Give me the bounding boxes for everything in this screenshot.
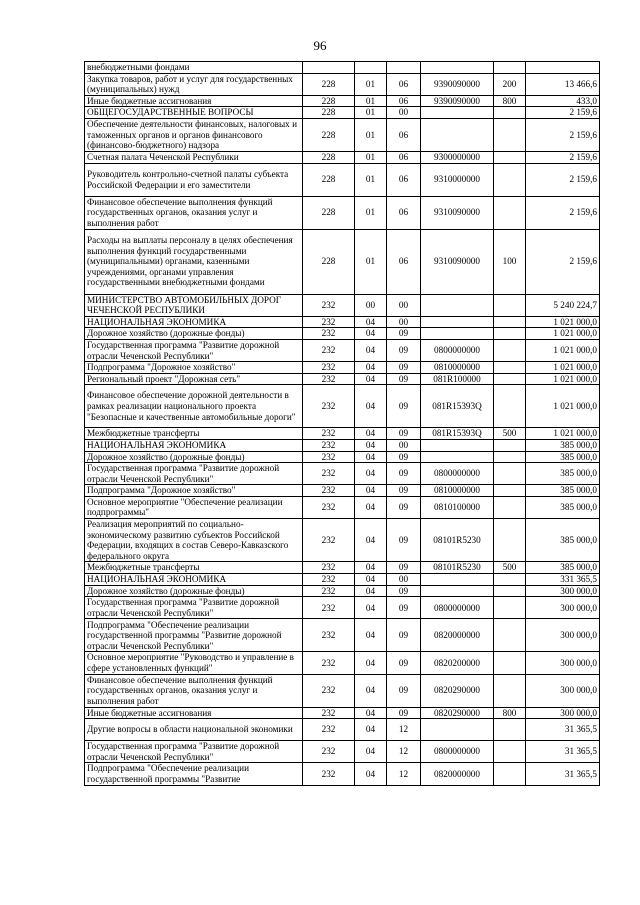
cell-sum: 300 000,0 xyxy=(526,652,600,674)
cell-vr xyxy=(494,62,526,74)
cell-name: Закупка товаров, работ и услуг для государственных (муниципальных) нужд xyxy=(85,73,303,95)
table-row xyxy=(85,118,600,151)
table-row xyxy=(85,741,600,763)
cell-csr xyxy=(421,294,494,316)
cell-csr xyxy=(421,719,494,741)
cell-rz: 01 xyxy=(355,163,387,196)
cell-sum: 300 000,0 xyxy=(526,619,600,652)
cell-sum: 5 240 224,7 xyxy=(526,294,600,316)
cell-ved: 232 xyxy=(303,428,355,440)
cell-csr: 081R100000 xyxy=(421,373,494,385)
table-row xyxy=(85,385,600,428)
table-row xyxy=(85,585,600,597)
cell-vr xyxy=(494,385,526,428)
cell-sum: 300 000,0 xyxy=(526,585,600,597)
cell-vr xyxy=(494,151,526,163)
cell-vr: 800 xyxy=(494,707,526,719)
cell-vr xyxy=(494,294,526,316)
table-row xyxy=(85,463,600,485)
cell-csr xyxy=(421,585,494,597)
table-row xyxy=(85,439,600,451)
cell-ved: 228 xyxy=(303,118,355,151)
cell-sum: 2 159,6 xyxy=(526,163,600,196)
cell-name: Финансовое обеспечение дорожной деятельности в рамках реализации национального проекта "Безопасные и качественные автомобильные дороги" xyxy=(85,385,303,428)
cell-pr: 00 xyxy=(387,574,421,586)
cell-sum: 1 021 000,0 xyxy=(526,339,600,361)
cell-csr: 08101R5230 xyxy=(421,519,494,562)
cell-sum: 300 000,0 xyxy=(526,674,600,707)
cell-pr: 06 xyxy=(387,95,421,107)
cell-csr: 9390090000 xyxy=(421,73,494,95)
cell-name: НАЦИОНАЛЬНАЯ ЭКОНОМИКА xyxy=(85,316,303,328)
table-row xyxy=(85,562,600,574)
table-row xyxy=(85,151,600,163)
cell-pr: 09 xyxy=(387,463,421,485)
cell-sum: 385 000,0 xyxy=(526,451,600,463)
cell-name: Другие вопросы в области национальной экономики xyxy=(85,719,303,741)
cell-ved: 232 xyxy=(303,674,355,707)
cell-pr: 06 xyxy=(387,196,421,229)
cell-csr xyxy=(421,107,494,119)
cell-vr xyxy=(494,196,526,229)
cell-pr: 00 xyxy=(387,439,421,451)
cell-ved: 228 xyxy=(303,163,355,196)
cell-ved: 228 xyxy=(303,73,355,95)
cell-rz: 04 xyxy=(355,428,387,440)
cell-sum: 1 021 000,0 xyxy=(526,385,600,428)
table-row xyxy=(85,619,600,652)
cell-name: Региональный проект "Дорожная сеть" xyxy=(85,373,303,385)
cell-ved: 232 xyxy=(303,562,355,574)
cell-rz: 01 xyxy=(355,196,387,229)
cell-ved: 232 xyxy=(303,362,355,374)
cell-csr xyxy=(421,439,494,451)
cell-ved: 232 xyxy=(303,328,355,340)
cell-pr: 09 xyxy=(387,451,421,463)
cell-ved: 228 xyxy=(303,107,355,119)
table-row xyxy=(85,496,600,518)
table-row xyxy=(85,597,600,619)
cell-sum: 1 021 000,0 xyxy=(526,328,600,340)
cell-csr: 9300000000 xyxy=(421,151,494,163)
cell-pr: 09 xyxy=(387,496,421,518)
cell-ved: 232 xyxy=(303,619,355,652)
cell-name: Межбюджетные трансферты xyxy=(85,428,303,440)
cell-vr xyxy=(494,463,526,485)
cell-csr: 9310090000 xyxy=(421,229,494,294)
cell-rz: 01 xyxy=(355,95,387,107)
cell-pr: 06 xyxy=(387,229,421,294)
cell-pr: 09 xyxy=(387,519,421,562)
cell-pr: 00 xyxy=(387,316,421,328)
cell-sum: 13 466,6 xyxy=(526,73,600,95)
cell-name: НАЦИОНАЛЬНАЯ ЭКОНОМИКА xyxy=(85,439,303,451)
cell-csr: 0820290000 xyxy=(421,674,494,707)
cell-vr xyxy=(494,741,526,763)
cell-csr: 0800000000 xyxy=(421,741,494,763)
cell-name: Дорожное хозяйство (дорожные фонды) xyxy=(85,451,303,463)
cell-sum: 2 159,6 xyxy=(526,196,600,229)
cell-rz: 04 xyxy=(355,574,387,586)
cell-pr: 09 xyxy=(387,485,421,497)
cell-rz: 04 xyxy=(355,451,387,463)
cell-csr xyxy=(421,451,494,463)
cell-csr xyxy=(421,328,494,340)
cell-vr xyxy=(494,328,526,340)
cell-csr xyxy=(421,118,494,151)
table-row xyxy=(85,428,600,440)
cell-vr xyxy=(494,585,526,597)
cell-name: Руководитель контрольно-счетной палаты субъекта Российской Федерации и его заместители xyxy=(85,163,303,196)
cell-rz: 04 xyxy=(355,362,387,374)
table-row xyxy=(85,62,600,74)
cell-ved: 232 xyxy=(303,585,355,597)
cell-pr: 09 xyxy=(387,328,421,340)
cell-sum: 385 000,0 xyxy=(526,439,600,451)
cell-vr: 800 xyxy=(494,95,526,107)
cell-vr xyxy=(494,719,526,741)
cell-csr xyxy=(421,316,494,328)
cell-rz: 04 xyxy=(355,496,387,518)
cell-sum: 2 159,6 xyxy=(526,107,600,119)
table-row xyxy=(85,294,600,316)
cell-name: Подпрограмма "Обеспечение реализации государственной программы "Развитие дорожной отрасли Чеченской Республики" xyxy=(85,619,303,652)
cell-rz: 04 xyxy=(355,328,387,340)
cell-vr xyxy=(494,339,526,361)
cell-vr xyxy=(494,652,526,674)
page-number: 96 xyxy=(313,38,327,53)
budget-table xyxy=(84,61,600,786)
cell-vr xyxy=(494,107,526,119)
table-row xyxy=(85,674,600,707)
cell-ved: 232 xyxy=(303,652,355,674)
table-row xyxy=(85,574,600,586)
cell-vr xyxy=(494,163,526,196)
table-row xyxy=(85,328,600,340)
cell-sum: 331 365,5 xyxy=(526,574,600,586)
cell-csr: 9390090000 xyxy=(421,95,494,107)
cell-sum: 2 159,6 xyxy=(526,151,600,163)
cell-rz: 04 xyxy=(355,597,387,619)
cell-sum: 1 021 000,0 xyxy=(526,428,600,440)
cell-rz: 04 xyxy=(355,316,387,328)
cell-name: Основное мероприятие "Обеспечение реализации подпрограммы" xyxy=(85,496,303,518)
cell-ved: 232 xyxy=(303,519,355,562)
cell-ved: 228 xyxy=(303,196,355,229)
cell-vr: 500 xyxy=(494,428,526,440)
cell-ved: 228 xyxy=(303,95,355,107)
table-row xyxy=(85,196,600,229)
cell-rz: 01 xyxy=(355,151,387,163)
table-row xyxy=(85,373,600,385)
cell-name: Межбюджетные трансферты xyxy=(85,562,303,574)
cell-name: Дорожное хозяйство (дорожные фонды) xyxy=(85,585,303,597)
cell-name: Обеспечение деятельности финансовых, налоговых и таможенных органов и органов финансового (финансово-бюджетного) надзора xyxy=(85,118,303,151)
cell-pr: 09 xyxy=(387,585,421,597)
cell-sum: 385 000,0 xyxy=(526,496,600,518)
cell-ved: 232 xyxy=(303,294,355,316)
cell-ved: 232 xyxy=(303,741,355,763)
cell-vr xyxy=(494,674,526,707)
cell-csr: 0810000000 xyxy=(421,362,494,374)
cell-vr xyxy=(494,619,526,652)
cell-vr xyxy=(494,451,526,463)
cell-csr: 0820000000 xyxy=(421,763,494,785)
cell-rz: 04 xyxy=(355,439,387,451)
cell-csr: 0820290000 xyxy=(421,707,494,719)
cell-pr: 09 xyxy=(387,707,421,719)
cell-sum: 433,0 xyxy=(526,95,600,107)
cell-rz: 00 xyxy=(355,294,387,316)
table-row xyxy=(85,652,600,674)
cell-ved: 232 xyxy=(303,719,355,741)
cell-rz: 04 xyxy=(355,485,387,497)
cell-vr: 100 xyxy=(494,229,526,294)
cell-rz: 01 xyxy=(355,229,387,294)
cell-pr: 12 xyxy=(387,741,421,763)
cell-ved: 232 xyxy=(303,385,355,428)
cell-rz: 04 xyxy=(355,519,387,562)
cell-csr: 0810000000 xyxy=(421,485,494,497)
cell-ved: 232 xyxy=(303,707,355,719)
table-row xyxy=(85,519,600,562)
cell-csr: 0800000000 xyxy=(421,463,494,485)
cell-rz: 04 xyxy=(355,463,387,485)
cell-name: Подпрограмма "Обеспечение реализации государственной программы "Развитие xyxy=(85,763,303,785)
cell-sum: 300 000,0 xyxy=(526,707,600,719)
cell-rz: 04 xyxy=(355,339,387,361)
table-row xyxy=(85,719,600,741)
cell-sum: 2 159,6 xyxy=(526,118,600,151)
cell-rz xyxy=(355,62,387,74)
cell-vr xyxy=(494,439,526,451)
cell-ved: 232 xyxy=(303,316,355,328)
table-row xyxy=(85,362,600,374)
cell-pr: 00 xyxy=(387,294,421,316)
cell-name: Реализация мероприятий по социально-экономическому развитию субъектов Российской Федерации, входящих в состав Северо-Кавказского федерального округа xyxy=(85,519,303,562)
cell-ved: 232 xyxy=(303,485,355,497)
table-row xyxy=(85,763,600,785)
cell-sum: 385 000,0 xyxy=(526,485,600,497)
cell-csr: 0800000000 xyxy=(421,597,494,619)
cell-name: Иные бюджетные ассигнования xyxy=(85,707,303,719)
cell-ved: 232 xyxy=(303,496,355,518)
cell-pr: 12 xyxy=(387,719,421,741)
cell-sum: 385 000,0 xyxy=(526,463,600,485)
cell-csr: 9310000000 xyxy=(421,163,494,196)
cell-ved: 232 xyxy=(303,597,355,619)
cell-sum: 1 021 000,0 xyxy=(526,373,600,385)
table-row xyxy=(85,229,600,294)
cell-vr xyxy=(494,118,526,151)
cell-name: Финансовое обеспечение выполнения функций государственных органов, оказания услуг и выполнения работ xyxy=(85,674,303,707)
cell-name: Основное мероприятие "Руководство и управление в сфере установленных функций" xyxy=(85,652,303,674)
cell-vr: 500 xyxy=(494,562,526,574)
cell-name: Дорожное хозяйство (дорожные фонды) xyxy=(85,328,303,340)
cell-name: ОБЩЕГОСУДАРСТВЕННЫЕ ВОПРОСЫ xyxy=(85,107,303,119)
cell-pr: 09 xyxy=(387,674,421,707)
cell-pr: 09 xyxy=(387,373,421,385)
cell-csr: 081R15393Q xyxy=(421,385,494,428)
cell-csr: 081R15393Q xyxy=(421,428,494,440)
cell-rz: 04 xyxy=(355,674,387,707)
cell-rz: 04 xyxy=(355,741,387,763)
table-row xyxy=(85,707,600,719)
cell-pr: 06 xyxy=(387,151,421,163)
cell-sum: 2 159,6 xyxy=(526,229,600,294)
cell-ved: 232 xyxy=(303,574,355,586)
cell-pr: 09 xyxy=(387,385,421,428)
cell-pr: 09 xyxy=(387,362,421,374)
cell-rz: 04 xyxy=(355,707,387,719)
cell-pr: 06 xyxy=(387,73,421,95)
table-row xyxy=(85,485,600,497)
cell-ved: 232 xyxy=(303,763,355,785)
cell-csr: 9310090000 xyxy=(421,196,494,229)
cell-name: Счетная палата Чеченской Республики xyxy=(85,151,303,163)
cell-name: внебюджетными фондами xyxy=(85,62,303,74)
cell-pr: 09 xyxy=(387,652,421,674)
cell-csr: 0810100000 xyxy=(421,496,494,518)
cell-name: Подпрограмма "Дорожное хозяйство" xyxy=(85,362,303,374)
cell-vr xyxy=(494,485,526,497)
cell-rz: 04 xyxy=(355,719,387,741)
cell-ved: 232 xyxy=(303,463,355,485)
cell-csr: 0820200000 xyxy=(421,652,494,674)
cell-rz: 04 xyxy=(355,763,387,785)
cell-ved: 232 xyxy=(303,451,355,463)
cell-pr: 09 xyxy=(387,428,421,440)
cell-ved: 232 xyxy=(303,339,355,361)
table-row xyxy=(85,451,600,463)
table-row xyxy=(85,73,600,95)
cell-rz: 01 xyxy=(355,73,387,95)
cell-csr: 0820000000 xyxy=(421,619,494,652)
cell-rz: 04 xyxy=(355,619,387,652)
cell-name: Иные бюджетные ассигнования xyxy=(85,95,303,107)
cell-pr: 09 xyxy=(387,562,421,574)
cell-name: Финансовое обеспечение выполнения функций государственных органов, оказания услуг и выполнения работ xyxy=(85,196,303,229)
cell-rz: 04 xyxy=(355,373,387,385)
cell-rz: 04 xyxy=(355,385,387,428)
cell-pr: 12 xyxy=(387,763,421,785)
cell-vr xyxy=(494,316,526,328)
cell-csr: 08101R5230 xyxy=(421,562,494,574)
cell-sum: 385 000,0 xyxy=(526,519,600,562)
cell-rz: 01 xyxy=(355,118,387,151)
cell-sum: 300 000,0 xyxy=(526,597,600,619)
table-row xyxy=(85,95,600,107)
cell-name: Государственная программа "Развитие дорожной отрасли Чеченской Республики" xyxy=(85,463,303,485)
table-row xyxy=(85,163,600,196)
cell-sum: 1 021 000,0 xyxy=(526,362,600,374)
cell-csr xyxy=(421,574,494,586)
cell-pr: 09 xyxy=(387,339,421,361)
cell-vr xyxy=(494,597,526,619)
cell-ved xyxy=(303,62,355,74)
cell-ved: 228 xyxy=(303,229,355,294)
table-row xyxy=(85,107,600,119)
cell-vr xyxy=(494,362,526,374)
cell-csr xyxy=(421,62,494,74)
cell-vr: 200 xyxy=(494,73,526,95)
cell-csr: 0800000000 xyxy=(421,339,494,361)
cell-sum: 31 365,5 xyxy=(526,741,600,763)
cell-name: МИНИСТЕРСТВО АВТОМОБИЛЬНЫХ ДОРОГ ЧЕЧЕНСКОЙ РЕСПУБЛИКИ xyxy=(85,294,303,316)
cell-name: Расходы на выплаты персоналу в целях обеспечения выполнения функций государственными (муниципальными) органами, казенными учреждениями, органами управления государственными внебюджетными фондами xyxy=(85,229,303,294)
cell-rz: 04 xyxy=(355,585,387,597)
cell-name: Государственная программа "Развитие дорожной отрасли Чеченской Республики" xyxy=(85,741,303,763)
cell-ved: 232 xyxy=(303,439,355,451)
cell-vr xyxy=(494,574,526,586)
cell-ved: 232 xyxy=(303,373,355,385)
cell-sum xyxy=(526,62,600,74)
cell-name: Государственная программа "Развитие дорожной отрасли Чеченской Республики" xyxy=(85,597,303,619)
cell-rz: 01 xyxy=(355,107,387,119)
cell-sum: 1 021 000,0 xyxy=(526,316,600,328)
table-row xyxy=(85,339,600,361)
cell-name: НАЦИОНАЛЬНАЯ ЭКОНОМИКА xyxy=(85,574,303,586)
cell-rz: 04 xyxy=(355,562,387,574)
cell-rz: 04 xyxy=(355,652,387,674)
cell-vr xyxy=(494,496,526,518)
cell-vr xyxy=(494,519,526,562)
cell-pr: 00 xyxy=(387,107,421,119)
cell-pr: 06 xyxy=(387,163,421,196)
cell-name: Государственная программа "Развитие дорожной отрасли Чеченской Республики" xyxy=(85,339,303,361)
cell-name: Подпрограмма "Дорожное хозяйство" xyxy=(85,485,303,497)
cell-pr: 06 xyxy=(387,118,421,151)
cell-pr: 09 xyxy=(387,619,421,652)
cell-sum: 31 365,5 xyxy=(526,763,600,785)
cell-pr: 09 xyxy=(387,597,421,619)
cell-ved: 228 xyxy=(303,151,355,163)
cell-vr xyxy=(494,763,526,785)
cell-sum: 31 365,5 xyxy=(526,719,600,741)
table-row xyxy=(85,316,600,328)
cell-pr xyxy=(387,62,421,74)
cell-sum: 385 000,0 xyxy=(526,562,600,574)
cell-vr xyxy=(494,373,526,385)
